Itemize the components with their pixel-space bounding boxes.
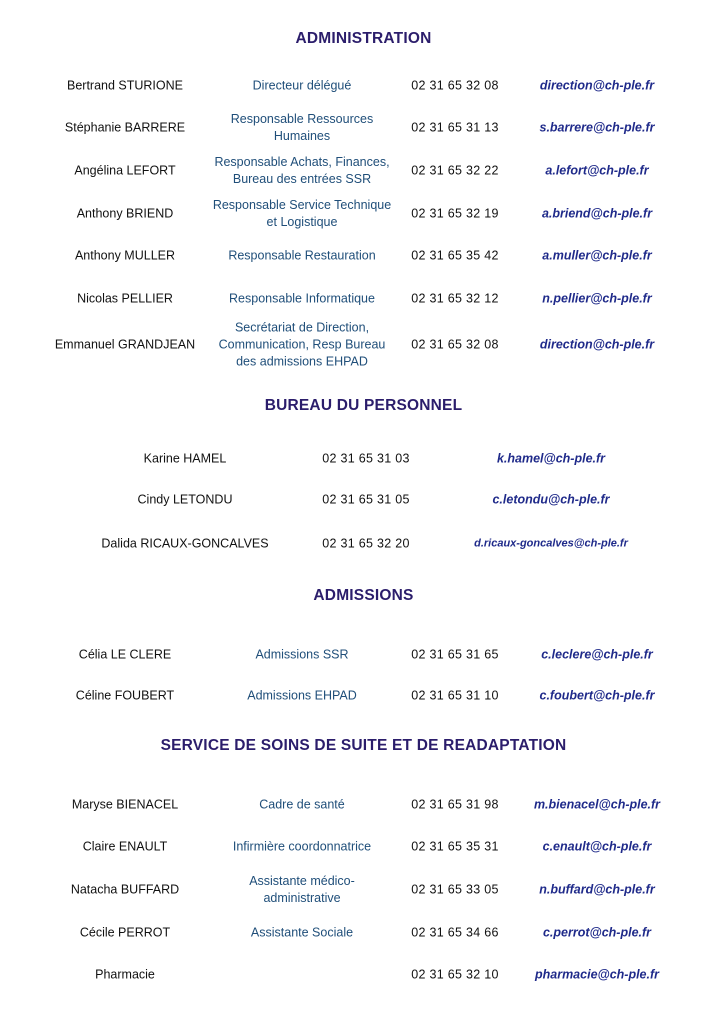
contact-role: Responsable Informatique [229,291,375,306]
contact-email[interactable]: m.bienacel@ch-ple.fr [533,797,661,812]
contact-role: Responsable Achats, Finances, Bureau des entrées SSR [214,155,390,186]
contact-email[interactable]: c.perrot@ch-ple.fr [542,925,652,940]
contact-email[interactable]: n.pellier@ch-ple.fr [542,291,652,306]
contact-email[interactable]: a.muller@ch-ple.fr [542,248,652,263]
contact-phone: 02 31 65 32 20 [322,536,410,551]
contact-role: Responsable Ressources Humaines [230,112,374,143]
contact-name: Célia LE CLERE [78,647,172,662]
contact-role: Assistante médico-administrative [249,874,355,905]
contact-role: Assistante Sociale [250,925,354,940]
contact-email[interactable]: n.buffard@ch-ple.fr [539,882,655,897]
contact-email[interactable]: c.leclere@ch-ple.fr [541,647,653,662]
contact-name: Bertrand STURIONE [66,78,184,93]
contact-role: Infirmière coordonnatrice [232,839,372,854]
contact-name: Anthony MULLER [74,248,176,263]
contact-email[interactable]: a.briend@ch-ple.fr [541,206,653,221]
contact-role: Admissions SSR [255,647,349,662]
contact-phone: 02 31 65 31 65 [411,647,499,662]
section-title-ssr: SERVICE DE SOINS DE SUITE ET DE READAPTATION [160,737,567,754]
contact-phone: 02 31 65 31 10 [411,688,499,703]
contact-phone: 02 31 65 32 22 [411,163,499,178]
contact-phone: 02 31 65 31 03 [322,451,410,466]
contact-name: Cécile PERROT [79,925,171,940]
contact-name: Cindy LETONDU [137,492,233,507]
contact-phone: 02 31 65 32 19 [411,206,499,221]
contact-name: Stéphanie BARRERE [64,120,186,135]
contact-role: Cadre de santé [259,797,345,812]
contact-role: Responsable Service Technique et Logistique [212,198,392,229]
contact-phone: 02 31 65 32 08 [411,337,499,352]
contact-role: Responsable Restauration [228,248,376,263]
contact-phone: 02 31 65 31 13 [411,120,499,135]
contact-phone: 02 31 65 31 98 [411,797,499,812]
contact-name: Natacha BUFFARD [70,882,180,897]
contact-phone: 02 31 65 34 66 [411,925,499,940]
contact-name: Anthony BRIEND [76,206,174,221]
contact-name: Emmanuel GRANDJEAN [54,337,196,352]
contact-email[interactable]: k.hamel@ch-ple.fr [496,451,606,466]
contact-email[interactable]: d.ricaux-goncalves@ch-ple.fr [474,537,628,550]
contact-name: Claire ENAULT [82,839,168,854]
contact-name: Pharmacie [95,967,155,982]
contact-phone: 02 31 65 33 05 [411,882,499,897]
contact-phone: 02 31 65 32 12 [411,291,499,306]
contact-phone: 02 31 65 35 31 [411,839,499,854]
contact-name: Maryse BIENACEL [71,797,179,812]
contact-name: Nicolas PELLIER [77,291,173,306]
contact-phone: 02 31 65 31 05 [322,492,410,507]
section-title-administration: ADMINISTRATION [295,30,432,47]
contact-email[interactable]: a.lefort@ch-ple.fr [545,163,649,178]
contact-email[interactable]: c.enault@ch-ple.fr [542,839,652,854]
contact-email[interactable]: c.foubert@ch-ple.fr [539,688,655,703]
contact-name: Dalida RICAUX-GONCALVES [101,536,269,551]
section-title-admissions: ADMISSIONS [313,587,414,604]
contact-name: Karine HAMEL [143,451,227,466]
contact-email[interactable]: c.letondu@ch-ple.fr [492,492,610,507]
contact-email[interactable]: s.barrere@ch-ple.fr [539,120,655,135]
contact-role: Directeur délégué [252,78,352,93]
contact-email[interactable]: direction@ch-ple.fr [539,337,655,352]
contact-email[interactable]: pharmacie@ch-ple.fr [534,967,660,982]
contact-name: Céline FOUBERT [75,688,175,703]
contact-name: Angélina LEFORT [74,163,176,178]
contact-role: Secrétariat de Direction, Communication, Resp Bureau des admissions EHPAD [218,320,386,369]
contact-phone: 02 31 65 32 10 [411,967,499,982]
contact-email[interactable]: direction@ch-ple.fr [539,78,655,93]
section-title-bureau-personnel: BUREAU DU PERSONNEL [264,397,463,414]
contact-phone: 02 31 65 32 08 [411,78,499,93]
contact-role: Admissions EHPAD [247,688,357,703]
contact-phone: 02 31 65 35 42 [411,248,499,263]
